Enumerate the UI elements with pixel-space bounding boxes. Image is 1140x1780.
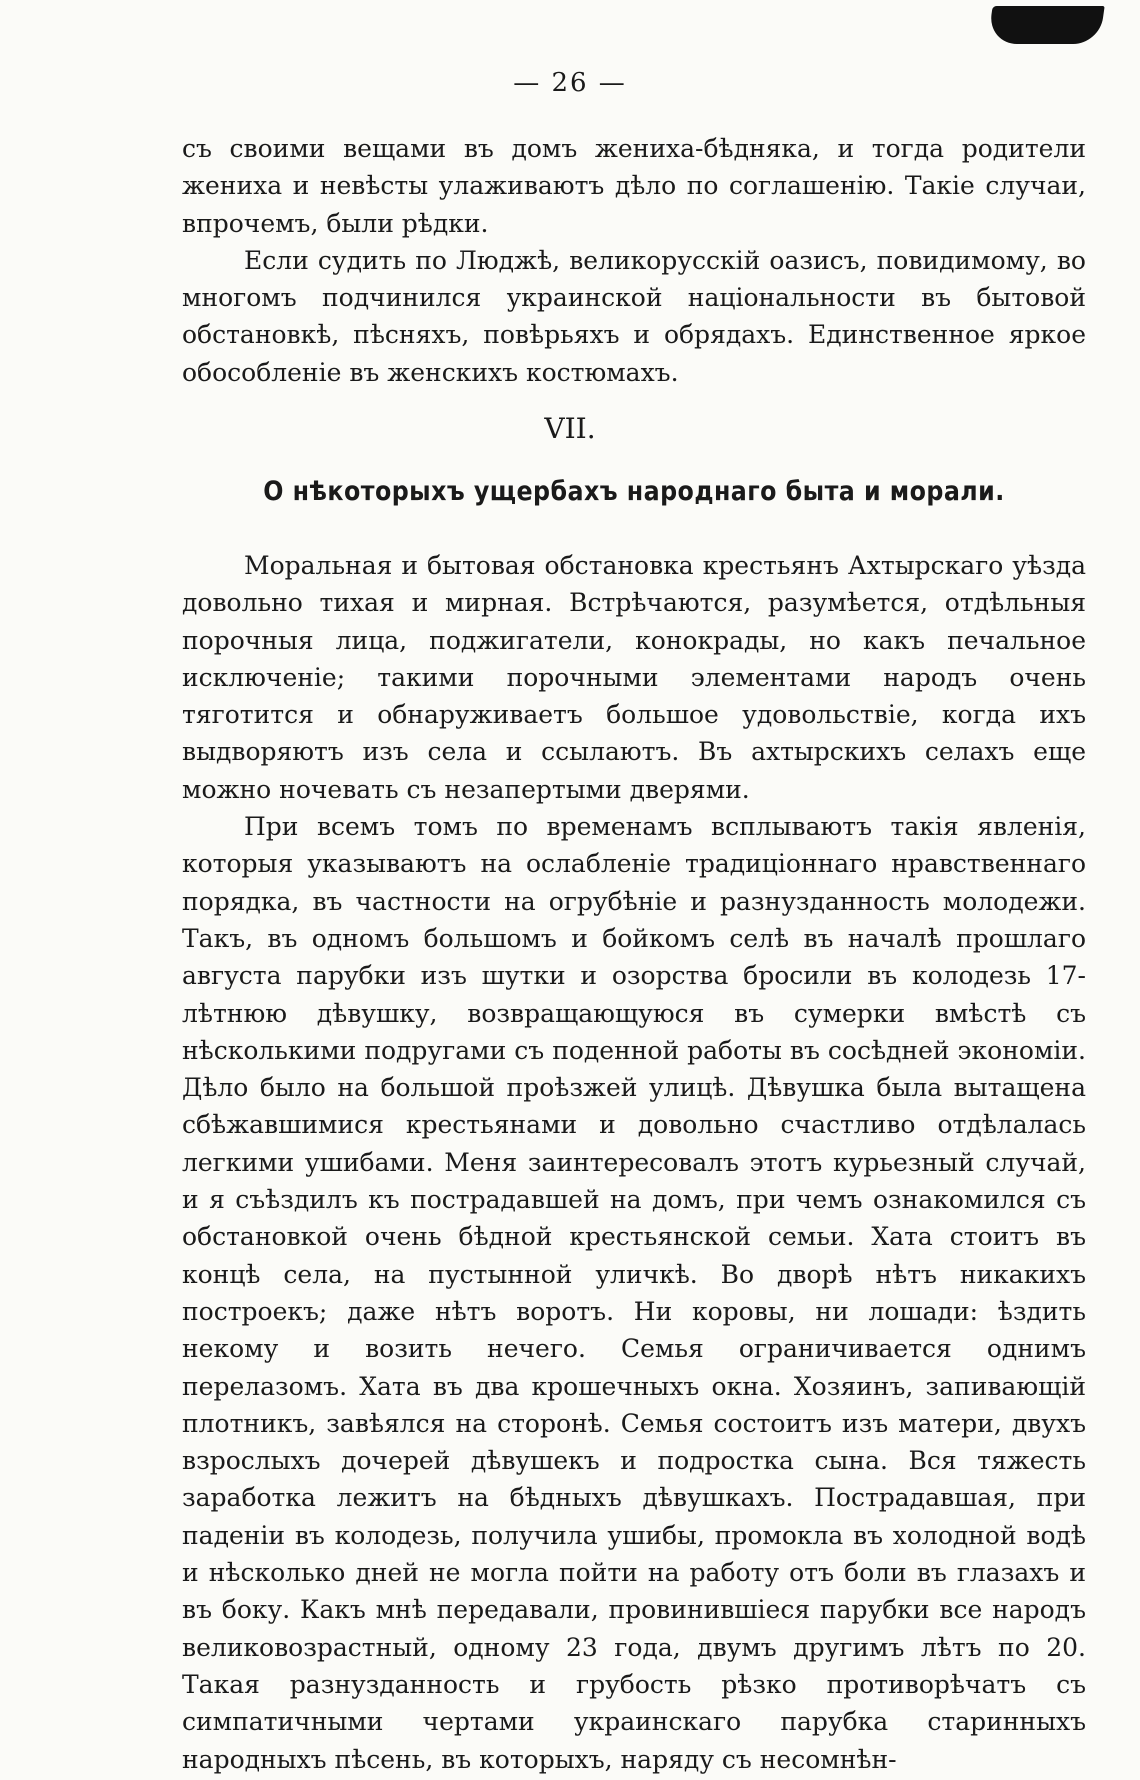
page-number: — 26 — — [513, 68, 627, 98]
ink-blot — [987, 6, 1104, 44]
text-block-main — [182, 547, 1086, 1778]
section-title: О нѣкоторыхъ ущербахъ народнаго быта и морали. — [263, 476, 1005, 507]
text-block-top — [182, 130, 1086, 391]
paragraph-incident: При всемъ томъ по временамъ всплываютъ такія явленія, которыя указываютъ на ослабленіе традиціоннаго нравственнаго порядка, въ частности на огрубѣніе и разнузданность молодежи. Такъ, въ одномъ большомъ и бойкомъ селѣ въ началѣ прошлаго августа парубки изъ шутки и озорства бросили въ колодезь 17-лѣтнюю дѣвушку, возвращающуюся въ сумерки вмѣстѣ съ нѣсколькими подругами съ поденной работы въ сосѣдней экономіи. Дѣло было на большой проѣзжей улицѣ. Дѣвушка была вытащена сбѣжавшимися крестьянами и довольно счастливо отдѣлалась легкими ушибами. Меня заинтересовалъ этотъ курьезный случай, и я съѣздилъ къ пострадавшей на домъ, при чемъ ознакомился съ обстановкой очень бѣдной крестьянской семьи. Хата стоитъ въ концѣ села, на пустынной уличкѣ. Во дворѣ нѣтъ никакихъ построекъ; даже нѣтъ воротъ. Ни коровы, ни лошади: ѣздить некому и возить нечего. Семья ограничивается однимъ перелазомъ. Хата въ два крошечныхъ окна. Хозяинъ, запивающій плотникъ, завѣялся на сторонѣ. Семья состоитъ изъ матери, двухъ взрослыхъ дочерей дѣвушекъ и подростка сына. Вся тяжесть заработка лежитъ на бѣдныхъ дѣвушкахъ. Пострадавшая, при паденіи въ колодезь, получила ушибы, промокла въ холодной водѣ и нѣсколько дней не могла пойти на работу отъ боли въ глазахъ и въ боку. Какъ мнѣ передавали, провинившіеся парубки все народъ великовозрастный, одному 23 года, двумъ другимъ лѣтъ по 20. Такая разнузданность и грубость рѣзко противорѣчатъ съ симпатичными чертами украинскаго парубка старинныхъ народныхъ пѣсень, въ которыхъ, наряду съ несомнѣн- — [182, 812, 1086, 1774]
paragraph-moral: Моральная и бытовая обстановка крестьянъ Ахтырскаго уѣзда довольно тихая и мирная. Встрѣчаются, разумѣется, отдѣльныя порочныя лица, поджигатели, конокрады, но какъ печальное исключеніе; такими порочными элементами народъ очень тяготится и обнаруживаетъ большое удовольствіе, когда ихъ выдворяютъ изъ села и ссылаютъ. Въ ахтырскихъ селахъ еще можно ночевать съ незапертыми дверями. — [182, 551, 1086, 804]
section-number: VII. — [544, 412, 596, 445]
paragraph-continued: съ своими вещами въ домъ жениха-бѣдняка, и тогда родители жениха и невѣсты улаживаютъ дѣло по соглашенію. Такіе случаи, впрочемъ, были рѣдки. — [182, 134, 1086, 238]
paragraph-lyudzha: Если судить по Люджѣ, великорусскій оазисъ, повидимому, во многомъ подчинился украинской національности въ бытовой обстановкѣ, пѣсняхъ, повѣрьяхъ и обрядахъ. Единственное яркое обособленіе въ женскихъ костюмахъ. — [182, 245, 1086, 387]
